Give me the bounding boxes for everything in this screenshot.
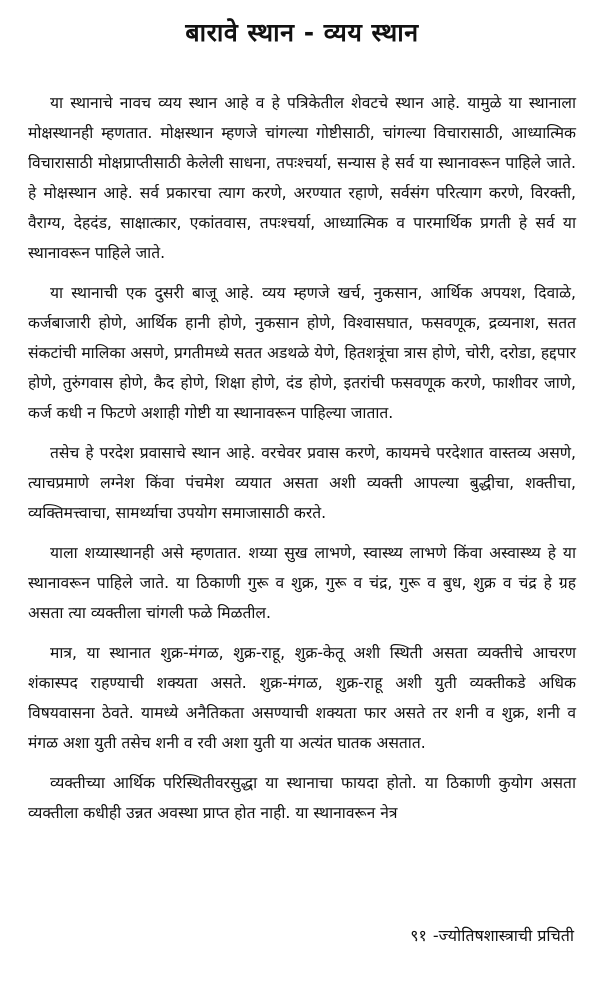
paragraph-1: या स्थानाचे नावच व्यय स्थान आहे व हे पत्रिकेतील शेवटचे स्थान आहे. यामुळे या स्थानाला मोक्षस्थानही म्हणतात. मोक्षस्थान म्हणजे चांगल्या गोष्टीसाठी, चांगल्या विचारासाठी, आध्यात्मिक विचारासाठी मोक्षप्राप्तीसाठी केलेली साधना, तपःश्चर्या, सन्यास हे सर्व या स्थानावरून पाहिले जाते. हे मोक्षस्थान आहे. सर्व प्रकारचा त्याग करणे, अरण्यात रहाणे, सर्वसंग परित्याग करणे, विरक्ती, वैराग्य, देहदंड, साक्षात्कार, एकांतवास, तपःश्चर्या, आध्यात्मिक व पारमार्थिक प्रगती हे सर्व या स्थानावरून पाहिले जाते. [28,94,576,262]
paragraph-2: या स्थानाची एक दुसरी बाजू आहे. व्यय म्हणजे खर्च, नुकसान, आर्थिक अपयश, दिवाळे, कर्जबाजारी होणे, आर्थिक हानी होणे, नुकसान होणे, विश्वासघात, फसवणूक, द्रव्यनाश, सतत संकटांची मालिका असणे, प्रगतीमध्ये सतत अडथळे येणे, हितशत्रूंचा त्रास होणे, चोरी, दरोडा, हद्दपार होणे, तुरुंगवास होणे, कैद होणे, शिक्षा होणे, दंड होणे, इतरांची फसवणूक करणे, फाशीवर जाणे, कर्ज कधी न फिटणे अशाही गोष्टी या स्थानावरून पाहिल्या जातात. [28,284,576,422]
page-footer [410,922,574,950]
body-text [28,88,576,828]
paragraph-3: तसेच हे परदेश प्रवासाचे स्थान आहे. वरचेवर प्रवास करणे, कायमचे परदेशात वास्तव्य असणे, त्याचप्रमाणे लग्नेश किंवा पंचमेश व्ययात असता अशी व्यक्ती आपल्या बुद्धीचा, शक्तीचा, व्यक्तिमत्त्वाचा, सामर्थ्याचा उपयोग समाजासाठी करते. [28,444,576,522]
page-title: बारावे स्थान - व्यय स्थान [185,18,419,47]
paragraph-5: मात्र, या स्थानात शुक्र-मंगळ, शुक्र-राहू, शुक्र-केतू अशी स्थिती असता व्यक्तीचे आचरण शंकास्पद राहण्याची शक्यता असते. शुक्र-मंगळ, शुक्र-राहू अशी युती व्यक्तीकडे अधिक विषयवासना ठेवते. यामध्ये अनैतिकता असण्याची शक्यता फार असते तर शनी व शुक्र, शनी व मंगळ अशा युती तसेच शनी व रवी अशा युती या अत्यंत घातक असतात. [28,644,576,752]
paragraph-6: व्यक्तीच्या आर्थिक परिस्थितीवरसुद्धा या स्थानाचा फायदा होतो. या ठिकाणी कुयोग असता व्यक्तीला कधीही उन्नत अवस्था प्राप्त होत नाही. या स्थानावरून नेत्र [28,774,576,822]
book-title: -ज्योतिषशास्त्राची प्रचिती [432,926,574,945]
paragraph-4: याला शय्यास्थानही असे म्हणतात. शय्या सुख लाभणे, स्वास्थ्य लाभणे किंवा अस्वास्थ्य हे या स्थानावरून पाहिले जाते. या ठिकाणी गुरू व शुक्र, गुरू व चंद्र, गुरू व बुध, शुक्र व चंद्र हे ग्रह असता त्या व्यक्तीला चांगली फळे मिळतील. [28,544,576,622]
page-number: ९१ [410,926,427,945]
